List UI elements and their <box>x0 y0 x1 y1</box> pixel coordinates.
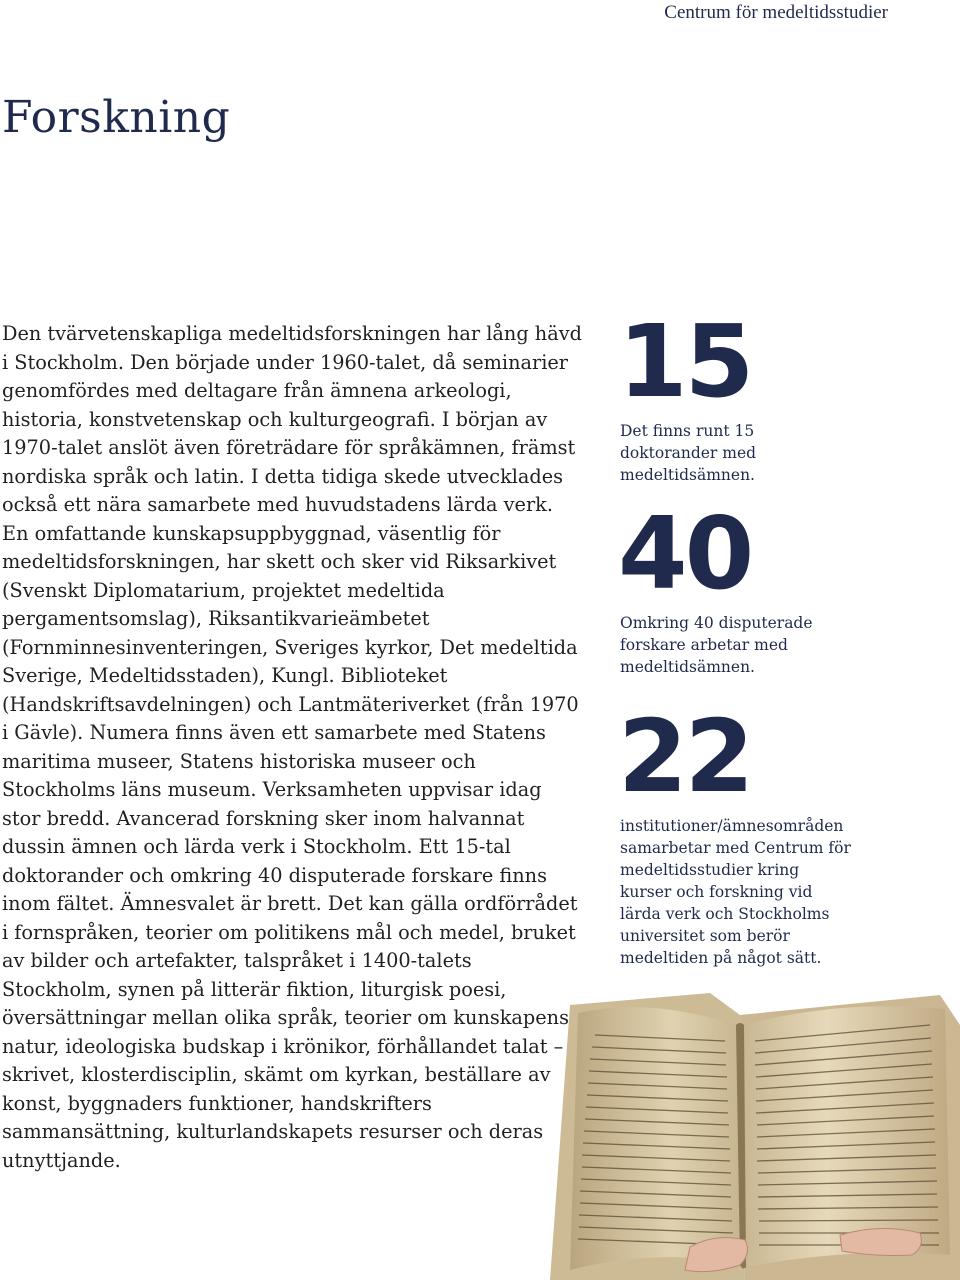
stat-number: 22 <box>618 698 752 815</box>
stat-description: Det finns runt 15 doktorander med medeltidsämnen. <box>620 422 757 484</box>
page-title: Forskning <box>2 92 231 143</box>
stat-researchers <box>618 495 855 678</box>
manuscript-book-image <box>540 985 960 1280</box>
stat-description: Omkring 40 disputerade forskare arbetar med medeltidsämnen. <box>620 614 813 676</box>
stat-description: institutioner/ämnesområden samarbetar med Centrum för medeltidsstudier kring kurser och forskning vid lärda verk och Stockholms universitet som berör medeltiden på något sätt. <box>620 817 851 967</box>
stat-number: 40 <box>618 495 752 612</box>
running-header: Centrum för medeltidsstudier <box>664 2 888 23</box>
body-paragraph: Den tvärvetenskapliga medeltidsforskningen har lång hävd i Stockholm. Den började under 1960-talet, då seminarier genomfördes med deltagare från ämnena arkeologi, historia, konstvetenskap och kulturgeografi. I början av 1970-talet anslöt även företrädare för språkämnen, främst nordiska språk och latin. I detta tidiga skede utvecklades också ett nära samarbete med huvudstadens lärda verk. En omfattande kunskapsuppbyggnad, väsentlig för medeltidsforskningen, har skett och sker vid Riksarkivet (Svenskt Diplomatarium, projektet medeltida pergamentsomslag), Riksantikvarieämbetet (Fornminnesinventeringen, Sveriges kyrkor, Det medeltida Sverige, Medeltidsstaden), Kungl. Biblioteket (Handskriftsavdelningen) och Lantmäteriverket (från 1970 i Gävle). Numera finns även ett samarbete med Statens maritima museer, Statens historiska museer och Stockholms läns museum. Verksamheten uppvisar idag stor bredd. Avancerad forskning sker inom halvannat dussin ämnen och lärda verk i Stockholm. Ett 15-tal doktorander och omkring 40 disputerade forskare finns inom fältet. Ämnesvalet är brett. Det kan gälla ordförrådet i fornspråken, teorier om politikens mål och medel, bruket av bilder och artefakter, talspråket i 1400-talets Stockholm, synen på litterär fiktion, liturgisk poesi, översättningar mellan olika språk, teorier om kunskapens natur, ideologiska budskap i krönikor, förhållandet talat – skrivet, klosterdisciplin, skämt om kyrkan, beställare av konst, byggnaders funktioner, handskrifters sammansättning, kulturlandskapets resurser och deras utnyttjande. <box>2 322 582 1172</box>
stat-number: 15 <box>618 303 752 420</box>
stat-doctoral-students <box>618 303 855 486</box>
stat-institutions <box>618 698 855 969</box>
